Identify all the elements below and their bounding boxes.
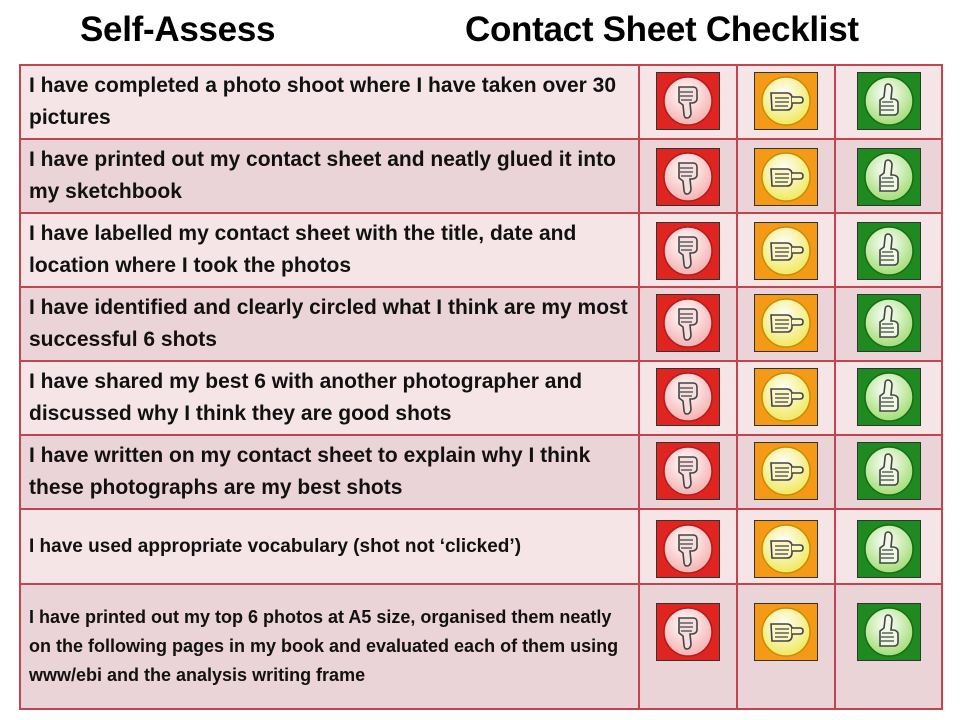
- thumbs-up-icon[interactable]: [857, 294, 921, 352]
- thumbs-up-icon[interactable]: [857, 222, 921, 280]
- thumbs-down-icon[interactable]: [656, 520, 720, 578]
- thumbs-down-icon[interactable]: [656, 368, 720, 426]
- checklist-row: [20, 287, 942, 361]
- rating-cell: [737, 65, 835, 139]
- checklist-statement: I have shared my best 6 with another photographer and discussed why I think they are good shots: [20, 361, 639, 435]
- rating-cell: [639, 287, 737, 361]
- thumbs-up-icon[interactable]: [857, 442, 921, 500]
- thumbs-down-icon[interactable]: [656, 222, 720, 280]
- thumbs-sideways-icon[interactable]: [754, 222, 818, 280]
- checklist-statement: I have completed a photo shoot where I have taken over 30 pictures: [20, 65, 639, 139]
- rating-cell: [737, 435, 835, 509]
- rating-cell: [835, 361, 942, 435]
- rating-cell: [737, 584, 835, 709]
- rating-cell: [639, 139, 737, 213]
- rating-cell: [639, 509, 737, 584]
- thumbs-sideways-icon[interactable]: [754, 442, 818, 500]
- rating-cell: [639, 361, 737, 435]
- thumbs-down-icon[interactable]: [656, 72, 720, 130]
- rating-cell: [835, 509, 942, 584]
- thumbs-down-icon[interactable]: [656, 148, 720, 206]
- page-title-self-assess: Self-Assess: [80, 10, 276, 49]
- thumbs-sideways-icon[interactable]: [754, 603, 818, 661]
- rating-cell: [835, 139, 942, 213]
- checklist-statement: I have written on my contact sheet to explain why I think these photographs are my best shots: [20, 435, 639, 509]
- checklist-statement: I have labelled my contact sheet with the title, date and location where I took the photos: [20, 213, 639, 287]
- thumbs-up-icon[interactable]: [857, 148, 921, 206]
- rating-cell: [639, 435, 737, 509]
- thumbs-sideways-icon[interactable]: [754, 148, 818, 206]
- checklist-row: [20, 584, 942, 709]
- rating-cell: [639, 213, 737, 287]
- thumbs-up-icon[interactable]: [857, 368, 921, 426]
- thumbs-down-icon[interactable]: [656, 603, 720, 661]
- checklist-statement: I have used appropriate vocabulary (shot not ‘clicked’): [20, 509, 639, 584]
- rating-cell: [737, 287, 835, 361]
- checklist-statement: I have printed out my top 6 photos at A5 size, organised them neatly on the following pages in my book and evaluated each of them using www/ebi and the analysis writing frame: [20, 584, 639, 709]
- rating-cell: [835, 584, 942, 709]
- thumbs-down-icon[interactable]: [656, 442, 720, 500]
- checklist-row: [20, 509, 942, 584]
- checklist-row: [20, 65, 942, 139]
- checklist-statement: I have printed out my contact sheet and neatly glued it into my sketchbook: [20, 139, 639, 213]
- checklist-row: [20, 435, 942, 509]
- rating-cell: [835, 287, 942, 361]
- rating-cell: [737, 361, 835, 435]
- rating-cell: [639, 584, 737, 709]
- rating-cell: [835, 65, 942, 139]
- thumbs-up-icon[interactable]: [857, 72, 921, 130]
- checklist-row: [20, 361, 942, 435]
- thumbs-sideways-icon[interactable]: [754, 368, 818, 426]
- rating-cell: [737, 139, 835, 213]
- checklist-table: [19, 64, 943, 710]
- rating-cell: [835, 435, 942, 509]
- rating-cell: [737, 213, 835, 287]
- thumbs-up-icon[interactable]: [857, 520, 921, 578]
- rating-cell: [835, 213, 942, 287]
- thumbs-down-icon[interactable]: [656, 294, 720, 352]
- thumbs-sideways-icon[interactable]: [754, 72, 818, 130]
- rating-cell: [639, 65, 737, 139]
- checklist-statement: I have identified and clearly circled what I think are my most successful 6 shots: [20, 287, 639, 361]
- page-title-checklist: Contact Sheet Checklist: [465, 10, 859, 49]
- checklist-row: [20, 139, 942, 213]
- rating-cell: [737, 509, 835, 584]
- checklist-row: [20, 213, 942, 287]
- thumbs-sideways-icon[interactable]: [754, 294, 818, 352]
- thumbs-sideways-icon[interactable]: [754, 520, 818, 578]
- thumbs-up-icon[interactable]: [857, 603, 921, 661]
